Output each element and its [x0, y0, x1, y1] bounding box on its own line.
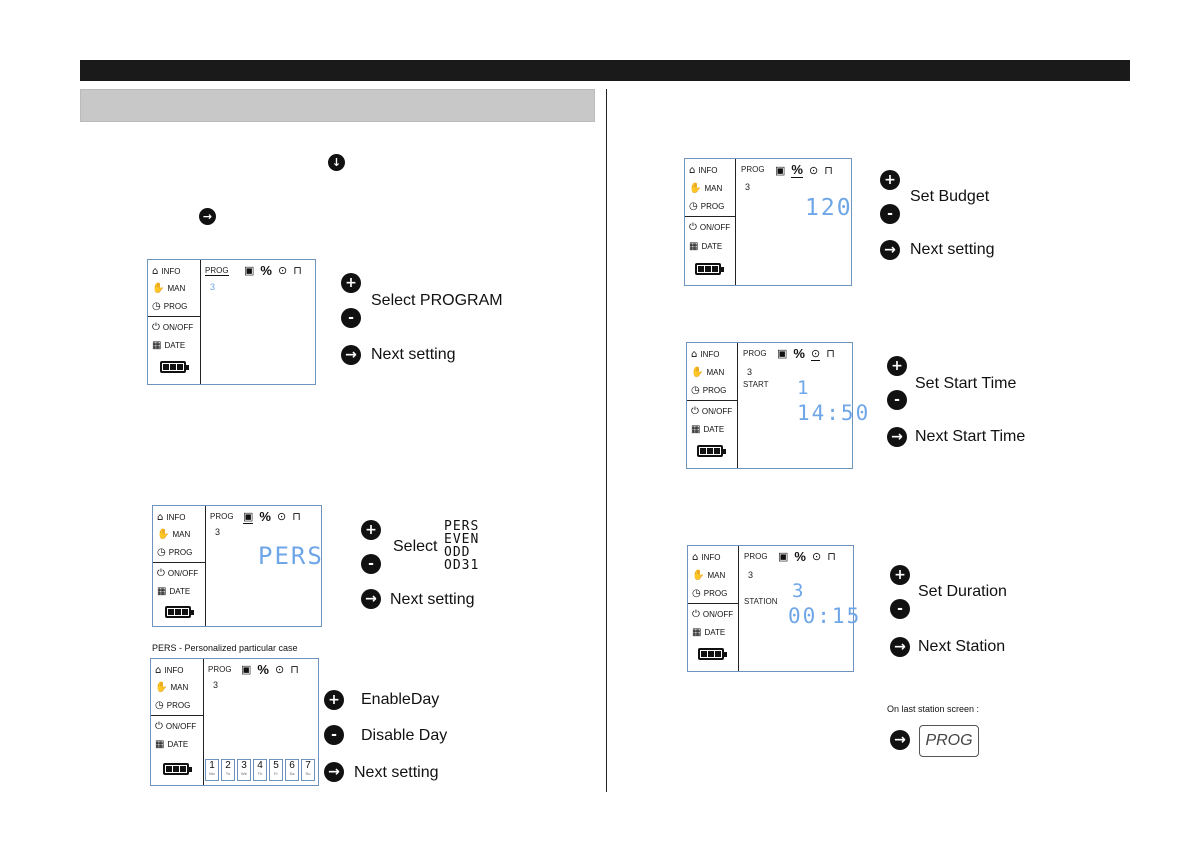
- power-icon: ⏻: [155, 721, 163, 732]
- play-icon: ⊙: [808, 164, 819, 177]
- valve-icon: ⊓: [290, 664, 299, 676]
- arrow-right-icon: →: [890, 730, 910, 750]
- arrow-right-icon: →: [880, 240, 900, 260]
- battery-icon: [163, 763, 189, 775]
- play-icon: ⊙: [274, 664, 285, 676]
- lcd-status-icons: ▣ % ⊙ ⊓: [244, 263, 302, 278]
- plus-icon: +: [887, 356, 907, 376]
- start-label: START: [743, 380, 769, 389]
- day-mode-options: PERS EVEN ODD OD31: [444, 519, 480, 573]
- start-time-display: 14:50: [797, 401, 871, 425]
- calendar-icon: ▣: [241, 664, 252, 676]
- calendar-icon: ▦: [155, 739, 165, 750]
- minus-icon: -: [880, 204, 900, 224]
- play-icon: ⊙: [811, 551, 822, 563]
- lcd-screen-days: ⌂ INFO ✋ MAN ◷ PROG ⏻ ON/OFF ▦ DATE PROG ▣ % ⊙ ⊓ 3 1 Mo 2 Tu 3 We 4 Th 5 Fr 6 Sa 7 Su: [150, 658, 319, 786]
- minus-icon: -: [887, 390, 907, 410]
- arrow-right-icon: →: [890, 637, 910, 657]
- hand-icon: ✋: [155, 682, 168, 693]
- arrow-right-icon: →: [361, 589, 381, 609]
- calendar-icon: ▣: [775, 164, 786, 177]
- home-icon: ⌂: [692, 552, 699, 563]
- prog-button[interactable]: PROG: [919, 725, 979, 757]
- set-budget-label: Set Budget: [910, 188, 990, 205]
- hand-icon: ✋: [689, 183, 702, 194]
- plus-icon: +: [890, 565, 910, 585]
- calendar-icon: ▦: [691, 424, 701, 435]
- valve-icon: ⊓: [826, 348, 835, 360]
- start-number: 1: [797, 377, 811, 399]
- battery-icon: [160, 361, 186, 373]
- play-icon: ⊙: [276, 511, 287, 523]
- valve-icon: ⊓: [824, 164, 833, 177]
- minus-icon: -: [324, 725, 344, 745]
- set-duration-label: Set Duration: [918, 583, 1007, 600]
- plus-icon: +: [361, 520, 381, 540]
- select-label: Select: [393, 538, 438, 555]
- calendar-icon: ▦: [152, 340, 162, 351]
- select-program-label: Select PROGRAM: [371, 292, 503, 309]
- hand-icon: ✋: [692, 570, 705, 581]
- plus-icon: +: [341, 273, 361, 293]
- calendar-icon: ▦: [689, 241, 699, 252]
- lcd-screen-duration: ⌂ INFO ✋ MAN ◷ PROG ⏻ ON/OFF ▦ DATE PROG ▣ % ⊙ ⊓ 3 STATION 3 00:15: [687, 545, 854, 672]
- plus-icon: +: [324, 690, 344, 710]
- program-number: 3: [210, 282, 216, 292]
- column-divider: [606, 89, 607, 792]
- calendar-icon: ▣: [778, 551, 789, 563]
- last-station-caption: On last station screen :: [887, 704, 980, 714]
- arrow-right-icon: →: [341, 345, 361, 365]
- day-7: 7 Su: [301, 759, 315, 781]
- home-icon: ⌂: [691, 349, 698, 360]
- next-setting-label: Next setting: [390, 591, 475, 608]
- calendar-icon: ▣: [243, 510, 254, 523]
- valve-icon: ⊓: [293, 265, 302, 277]
- arrow-down-icon: ↓: [328, 154, 345, 171]
- power-icon: ⏻: [691, 406, 699, 417]
- plus-icon: +: [880, 170, 900, 190]
- next-setting-label: Next setting: [371, 346, 456, 363]
- hand-icon: ✋: [157, 529, 170, 540]
- minus-icon: -: [341, 308, 361, 328]
- minus-icon: -: [890, 599, 910, 619]
- calendar-icon: ▣: [777, 348, 788, 360]
- menu-info: ⌂ INFO: [152, 266, 181, 277]
- arrow-right-icon: →: [324, 762, 344, 782]
- minus-icon: -: [361, 554, 381, 574]
- clock-icon: ◷: [689, 201, 698, 212]
- valve-icon: ⊓: [827, 551, 836, 563]
- home-icon: ⌂: [157, 512, 164, 523]
- day-4: 4 Th: [253, 759, 267, 781]
- station-number: 3: [792, 580, 806, 602]
- duration-display: 00:15: [788, 604, 862, 628]
- menu-date: ▦ DATE: [152, 340, 186, 351]
- power-icon: ⏻: [157, 568, 165, 579]
- clock-icon: ◷: [157, 547, 166, 558]
- arrow-right-icon: →: [887, 427, 907, 447]
- set-start-time-label: Set Start Time: [915, 375, 1017, 392]
- budget-display: 120: [805, 195, 853, 221]
- play-icon: ⊙: [810, 347, 821, 360]
- lcd-screen-day-mode: ⌂ INFO ✋ MAN ◷ PROG ⏻ ON/OFF ▦ DATE PROG ▣ % ⊙ ⊓ 3 PERS: [152, 505, 322, 627]
- clock-icon: ◷: [155, 700, 164, 711]
- disable-day-label: Disable Day: [361, 727, 448, 744]
- day-1: 1 Mo: [205, 759, 219, 781]
- power-icon: ⏻: [689, 222, 697, 233]
- valve-icon: ⊓: [292, 511, 301, 523]
- home-icon: ⌂: [155, 665, 162, 676]
- battery-icon: [695, 263, 721, 275]
- clock-icon: ◷: [692, 588, 701, 599]
- weekday-row: [205, 759, 315, 781]
- calendar-icon: ▦: [692, 627, 702, 638]
- arrow-right-icon: →: [199, 208, 216, 225]
- menu-onoff: ⏻ ON/OFF: [152, 322, 194, 333]
- hand-icon: ✋: [691, 367, 704, 378]
- lcd-screen-program: [147, 259, 316, 385]
- pers-caption: PERS - Personalized particular case: [152, 643, 298, 653]
- calendar-icon: ▦: [157, 586, 167, 597]
- battery-icon: [165, 606, 191, 618]
- day-3: 3 We: [237, 759, 251, 781]
- day-5: 5 Fr: [269, 759, 283, 781]
- lcd-screen-start-time: ⌂ INFO ✋ MAN ◷ PROG ⏻ ON/OFF ▦ DATE PROG ▣ % ⊙ ⊓ 3 START 1 14:50: [686, 342, 853, 469]
- next-setting-label: Next setting: [910, 241, 995, 258]
- station-label: STATION: [744, 597, 778, 606]
- enable-day-label: EnableDay: [361, 691, 440, 708]
- header-bar: [80, 60, 1130, 81]
- lcd-screen-budget: ⌂ INFO ✋ MAN ◷ PROG ⏻ ON/OFF ▦ DATE PROG ▣ % ⊙ ⊓ 3 120: [684, 158, 852, 286]
- day-2: 2 Tu: [221, 759, 235, 781]
- power-icon: ⏻: [692, 609, 700, 620]
- prog-label: PROG: [205, 266, 229, 275]
- menu-man: ✋ MAN: [152, 283, 186, 294]
- calendar-icon: ▣: [244, 265, 255, 277]
- hand-icon: ✋: [152, 283, 165, 294]
- battery-icon: [697, 445, 723, 457]
- home-icon: ⌂: [152, 266, 159, 277]
- power-icon: ⏻: [152, 322, 160, 333]
- clock-icon: ◷: [691, 385, 700, 396]
- day-6: 6 Sa: [285, 759, 299, 781]
- menu-prog: ◷ PROG: [152, 301, 188, 312]
- next-start-time-label: Next Start Time: [915, 428, 1026, 445]
- play-icon: ⊙: [277, 265, 288, 277]
- day-mode-display: PERS: [258, 542, 324, 570]
- next-station-label: Next Station: [918, 638, 1006, 655]
- next-setting-label: Next setting: [354, 764, 439, 781]
- battery-icon: [698, 648, 724, 660]
- home-icon: ⌂: [689, 165, 696, 176]
- clock-icon: ◷: [152, 301, 161, 312]
- section-title-bar: [80, 89, 595, 122]
